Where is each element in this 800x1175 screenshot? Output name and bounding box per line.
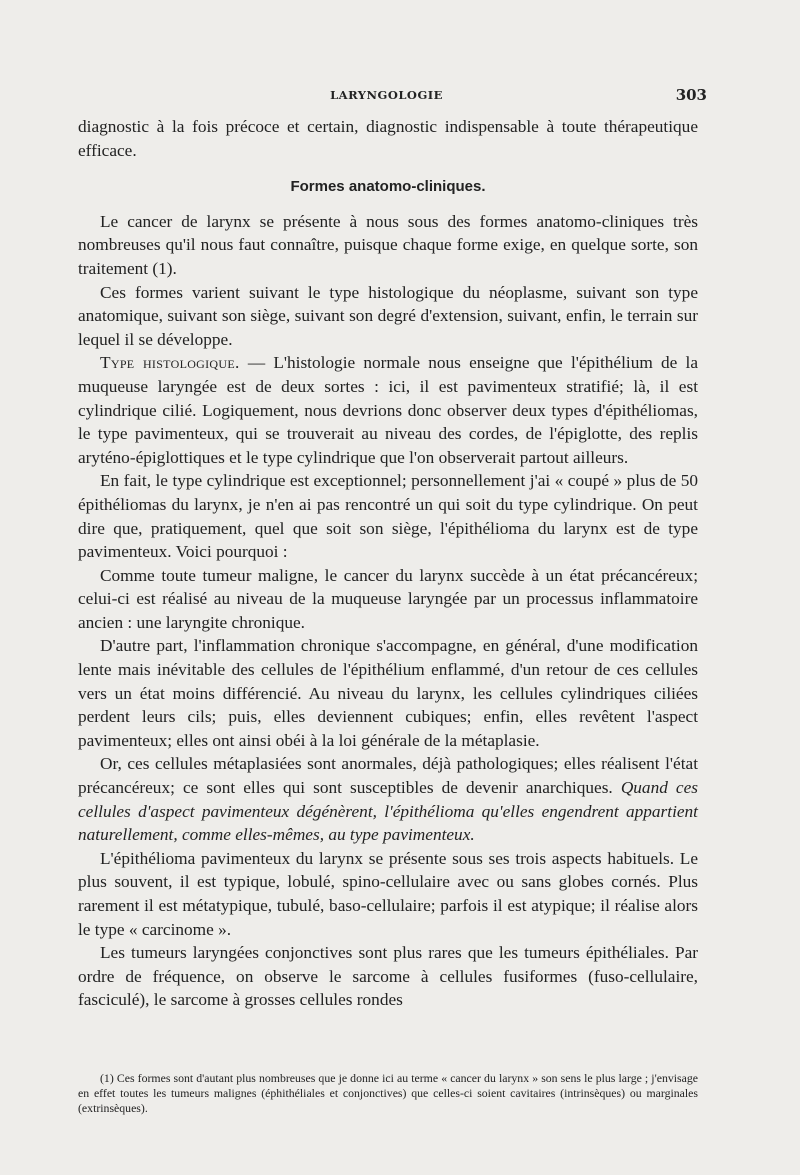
body-text <box>78 115 698 1012</box>
page-number: 303 <box>675 86 707 104</box>
paragraph-5: Comme toute tumeur maligne, le cancer du larynx succède à un état précancéreux; celui-ci est réalisé au niveau de la muqueuse laryngée par un processus inflammatoire ancien : une laryngite chronique. <box>78 565 698 632</box>
section-heading: Formes anatomo-cliniques. <box>290 178 486 196</box>
paragraph-7-italic: Quand ces cellules d'aspect pavimenteux dégénèrent, l'épithélioma qu'elles engendrent appartient naturellement, comme elles-mêmes, au type pavimenteux. <box>78 778 698 845</box>
paragraph-7-text: Or, ces cellules métaplasiées sont anormales, déjà pathologiques; elles réalisent l'état précancéreux; ce sont elles qui sont susceptibles de devenir anarchiques. <box>78 754 698 798</box>
page-header <box>78 86 707 106</box>
running-head: LARYNGOLOGIE <box>330 88 443 102</box>
paragraph-intro: diagnostic à la fois précoce et certain, diagnostic indispensable à toute thérapeutique efficace. <box>78 117 698 160</box>
paragraph-3 <box>78 351 698 469</box>
paragraph-1: Le cancer de larynx se présente à nous sous des formes anatomo-cliniques très nombreuses qu'il nous faut connaître, puisque chaque forme exige, en quelque sorte, son traitement (1). <box>78 211 698 278</box>
paragraph-4: En fait, le type cylindrique est exceptionnel; personnellement j'ai « coupé » plus de 50 épithéliomas du larynx, je n'en ai pas rencontré un qui soit du type cylindrique. On peut dire que, pratiquement, quel que soit son siège, l'épithélioma du larynx est de type pavimenteux. Voici pourquoi : <box>78 471 698 562</box>
paragraph-7 <box>78 752 698 846</box>
paragraph-9: Les tumeurs laryngées conjonctives sont plus rares que les tumeurs épithéliales. Par ordre de fréquence, on observe le sarcome à cellules fusiformes (fuso-cellulaire, fasciculé), le sarcome à grosses cellules rondes <box>78 943 698 1010</box>
paragraph-2: Ces formes varient suivant le type histologique du néoplasme, suivant son type anatomique, suivant son siège, suivant son degré d'extension, suivant, enfin, le terrain sur lequel il se développe. <box>78 282 698 349</box>
subheading-type-histologique: Type histologique. <box>100 353 240 373</box>
paragraph-8: L'épithélioma pavimenteux du larynx se présente sous ses trois aspects habituels. Le plus souvent, il est typique, lobulé, spino-cellulaire avec ou sans globes cornés. Plus rarement il est métatypique, tubulé, baso-cellulaire; parfois il est atypique; il réalise alors le type « carcinome ». <box>78 848 698 939</box>
paragraph-3-text: — L'histologie normale nous enseigne que l'épithélium de la muqueuse laryngée est de deux sortes : ici, il est pavimenteux stratifié; là, il est cylindrique cilié. Logiquement, nous devrions donc observer deux types d'épithéliomas, le type pavimenteux, qui se trouverait au niveau des cordes, de l'épiglotte, des replis aryténo-épiglottiques et le type cylindrique que l'on observerait partout ailleurs. <box>78 353 699 467</box>
footnotes <box>78 1071 698 1116</box>
paragraph-6: D'autre part, l'inflammation chronique s'accompagne, en général, d'une modification lente mais inévitable des cellules de l'épithélium enflammé, d'un retour de ces cellules vers un état moins différencié. Au niveau du larynx, les cellules cylindriques ciliées perdent leurs cils; puis, elles deviennent cubiques; enfin, elles revêtent l'aspect pavimenteux; elles ont ainsi obéi à la loi générale de la métaplasie. <box>78 636 698 750</box>
footnote-1: (1) Ces formes sont d'autant plus nombreuses que je donne ici au terme « cancer du larynx » son sens le plus large ; j'envisage en effet toutes les tumeurs malignes (éphithéliales et conjonctives) que celles-ci soient cavitaires (intrinsèques) ou marginales (extrinsèques). <box>78 1071 698 1115</box>
